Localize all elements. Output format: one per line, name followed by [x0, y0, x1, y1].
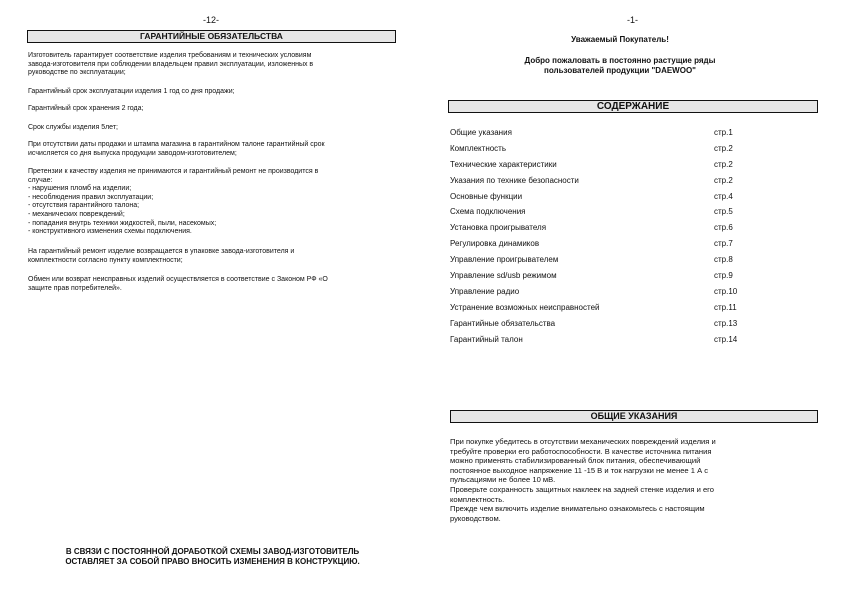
toc-item — [450, 287, 740, 303]
toc-item-title: Комплектность — [450, 143, 507, 153]
toc-item — [450, 144, 740, 160]
toc-item — [450, 223, 740, 239]
toc-item — [450, 192, 740, 208]
construction-change-notice: В СВЯЗИ С ПОСТОЯННОЙ ДОРАБОТКОЙ СХЕМЫ ЗАВОД-ИЗГОТОВИТЕЛЬ ОСТАВЛЯЕТ ЗА СОБОЙ ПРАВО ВНОСИТЬ ИЗМЕНЕНИЯ В КОНСТРУКЦИЮ. — [65, 547, 360, 566]
toc-item-title: Гарантийный талон — [450, 334, 523, 344]
warranty-title-bar: ГАРАНТИЙНЫЕ ОБЯЗАТЕЛЬСТВА — [27, 30, 396, 43]
warranty-claims-paragraph: Претензии к качеству изделия не принимаются и гарантийный ремонт не производится в случае: - нарушения пломб на изделии; - несоблюдения правил эксплуатации; - отсутствия гарантийного талона; - механических повреждений; - попадания внутрь техники жидкостей, пыли, насекомых; - конструктивного изменения схемы подключения. — [28, 168, 319, 236]
toc-item-page: стр.14 — [714, 334, 738, 344]
toc-item — [450, 239, 740, 255]
warranty-paragraph: На гарантийный ремонт изделие возвращается в упаковке завода-изготовителя и комплектности согласно пункту комплектности; — [28, 248, 295, 264]
warranty-paragraph: При отсутствии даты продажи и штампа магазина в гарантийном талоне гарантийный срок исчисляется со дня выпуска продукции заводом-изготовителем; — [28, 141, 325, 157]
general-instructions-text: При покупке убедитесь в отсутствии механических повреждений изделия и требуйте проверки его работоспособности. В качестве источника питания можно применять стабилизированный блок питания, обеспечивающий постоянное выходное напряжение 11 -15 В и ток нагрузки не менее 1 А с пульсациями не более 10 мВ. Проверьте сохранность защитных наклеек на задней стенке изделия и его комплектность. Прежде чем включить изделие внимательно ознакомьтесь с настоящим руководством. — [450, 437, 716, 523]
toc-item-page: стр.2 — [714, 143, 733, 153]
contents-title-bar: СОДЕРЖАНИЕ — [448, 100, 818, 113]
welcome-text: Добро пожаловать в постоянно растущие ряды пользователей продукции "DAEWOO" — [524, 56, 716, 75]
warranty-paragraph: Обмен или возврат неисправных изделий осуществляется в соответствие с Законом РФ «О защите прав потребителей». — [28, 276, 328, 292]
toc-item — [450, 303, 740, 319]
greeting: Уважаемый Покупатель! — [571, 35, 669, 44]
warranty-paragraph: Срок службы изделия 5лет; — [28, 124, 118, 131]
toc-item-page: стр.1 — [714, 128, 733, 137]
toc-item-page: стр.9 — [714, 271, 733, 281]
toc-item — [450, 128, 740, 144]
toc-item — [450, 160, 740, 176]
toc-item-page: стр.7 — [714, 239, 733, 249]
toc-item — [450, 207, 740, 223]
warranty-paragraph: Гарантийный срок эксплуатации изделия 1 год со дня продажи; — [28, 88, 235, 95]
toc-item-page: стр.2 — [714, 159, 733, 169]
toc-item-title: Управление радио — [450, 286, 520, 296]
toc-item-title: Гарантийные обязательства — [450, 318, 556, 328]
toc-item-title: Указания по технике безопасности — [450, 175, 579, 185]
toc-item — [450, 176, 740, 192]
toc-item-title: Основные функции — [450, 191, 523, 201]
toc-item-title: Установка проигрывателя — [450, 223, 547, 233]
toc-item-page: стр.8 — [714, 255, 733, 265]
toc-item-page: стр.2 — [714, 175, 733, 185]
left-page-number: -12- — [203, 15, 220, 25]
toc-item-title: Управление sd/usb режимом — [450, 271, 557, 281]
toc-item-page: стр.13 — [714, 318, 738, 328]
toc-item-title: Устранение возможных неисправностей — [450, 302, 600, 312]
toc-item — [450, 335, 740, 351]
toc-item-title: Регулировка динамиков — [450, 239, 540, 249]
toc-item-title: Управление проигрывателем — [450, 255, 559, 265]
warranty-paragraph: Гарантийный срок хранения 2 года; — [28, 105, 144, 112]
toc-item-title: Общие указания — [450, 128, 512, 137]
warranty-paragraph: Изготовитель гарантирует соответствие изделия требованиям и технических условиям завода-изготовителя при соблюдении владельцем правил эксплуатации, изложенных в руководстве по эксплуатации; — [28, 52, 314, 77]
toc-item-page: стр.11 — [714, 302, 737, 312]
toc-item-title: Схема подключения — [450, 207, 526, 217]
table-of-contents — [450, 128, 740, 350]
toc-item — [450, 319, 740, 335]
toc-item-title: Технические характеристики — [450, 159, 557, 169]
toc-item-page: стр.6 — [714, 223, 733, 233]
toc-item-page: стр.4 — [714, 191, 733, 201]
general-instructions-title-bar: ОБЩИЕ УКАЗАНИЯ — [450, 410, 818, 423]
toc-item-page: стр.10 — [714, 286, 738, 296]
toc-item — [450, 271, 740, 287]
toc-item — [450, 255, 740, 271]
right-page-number: -1- — [627, 15, 638, 25]
toc-item-page: стр.5 — [714, 207, 733, 217]
